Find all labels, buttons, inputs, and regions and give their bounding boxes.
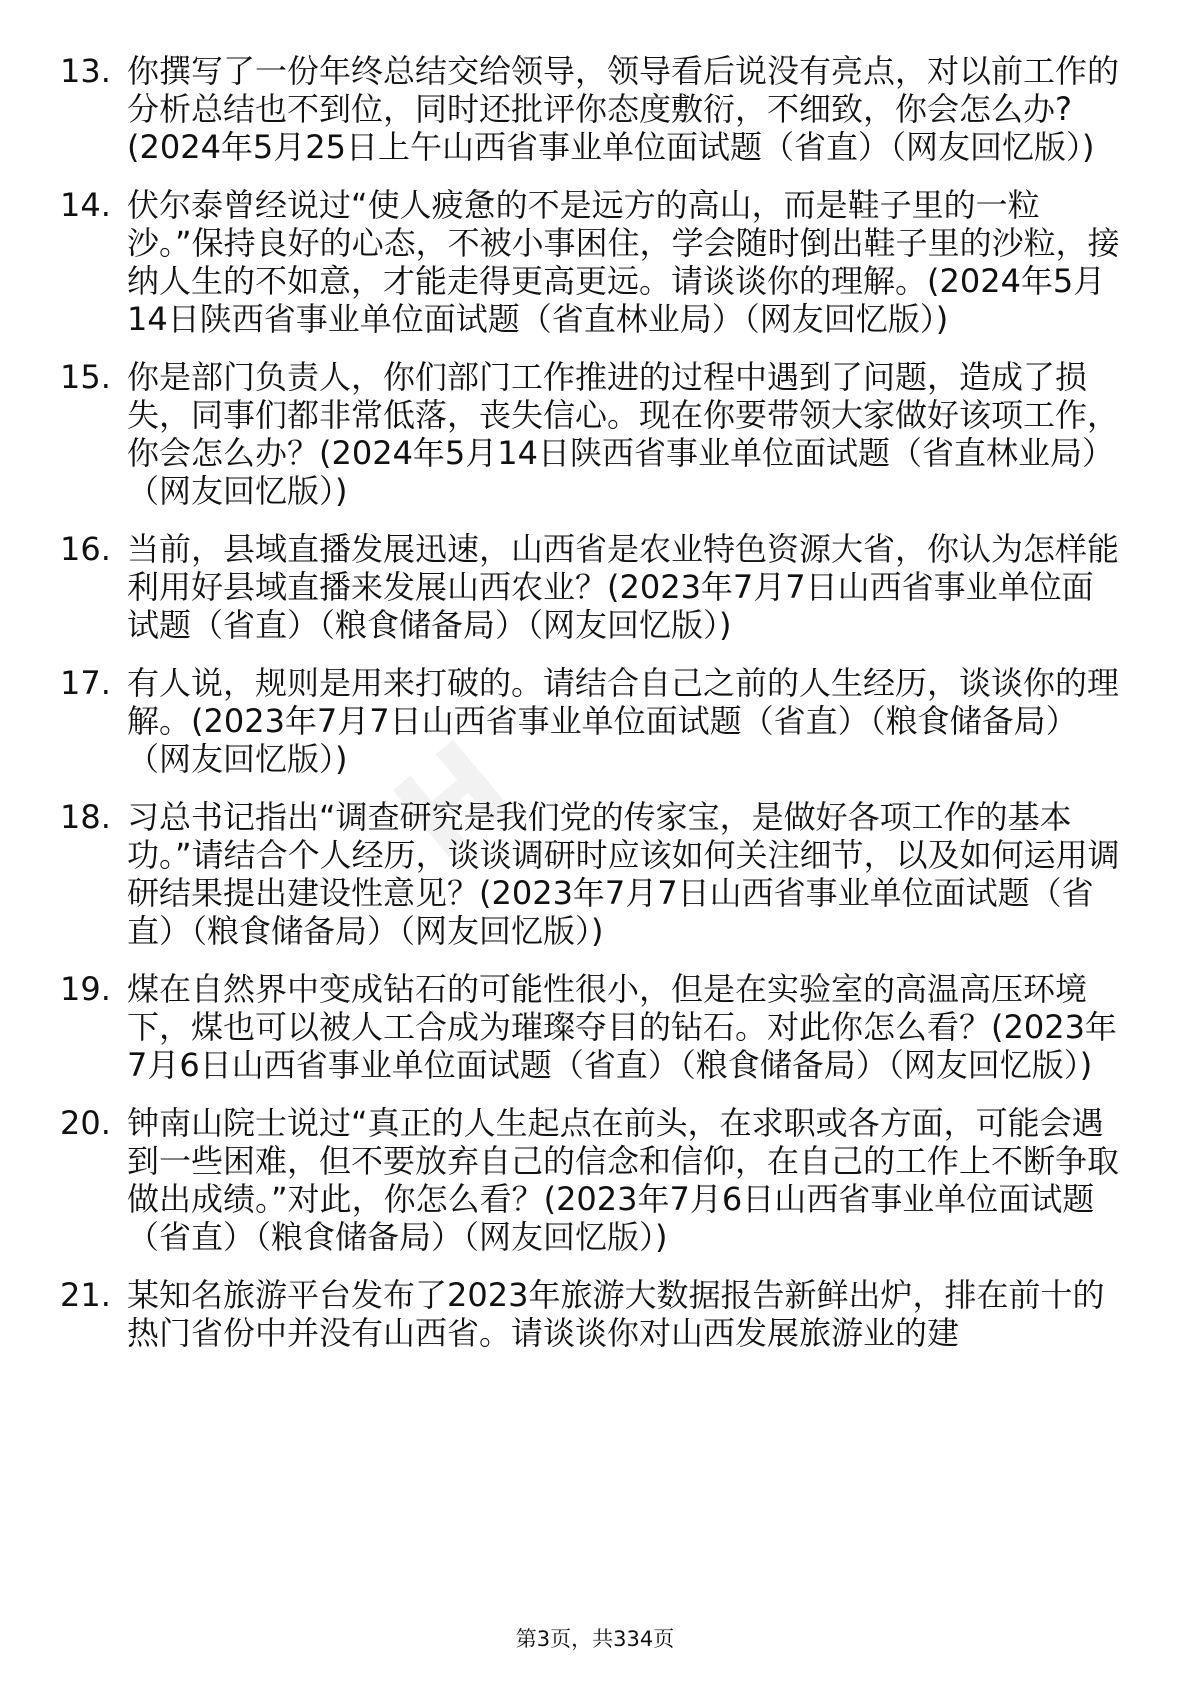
question-item bbox=[0, 186, 1190, 338]
question-item bbox=[0, 530, 1190, 644]
question-text: 煤在自然界中变成钻石的可能性很小，但是在实验室的高温高压环境下，煤也可以被人工合成为璀璨夺目的钻石。对此你怎么看？(2023年7月6日山西省事业单位面试题（省直）（粮食储备局）（网友回忆版）) bbox=[127, 970, 1117, 1084]
question-number: 18. bbox=[60, 798, 111, 836]
question-number: 14. bbox=[60, 186, 111, 224]
question-item bbox=[0, 798, 1190, 950]
question-number: 20. bbox=[60, 1104, 111, 1142]
question-number: 17. bbox=[60, 664, 111, 702]
question-item bbox=[0, 970, 1190, 1084]
page-footer: 第3页，共334页 bbox=[515, 1627, 675, 1651]
question-item bbox=[0, 358, 1190, 510]
question-text: 钟南山院士说过“真正的人生起点在前头，在求职或各方面，可能会遇到一些困难，但不要放弃自己的信念和信仰，在自己的工作上不断争取做出成绩。”对此，你怎么看？(2023年7月6日山西省事业单位面试题（省直）（粮食储备局）（网友回忆版）) bbox=[127, 1104, 1120, 1256]
question-item bbox=[0, 1276, 1190, 1352]
question-number: 16. bbox=[60, 530, 111, 568]
watermark: H bbox=[370, 709, 544, 887]
question-list bbox=[0, 52, 1190, 1372]
question-number: 19. bbox=[60, 970, 111, 1008]
question-number: 21. bbox=[60, 1276, 111, 1314]
question-text: 你是部门负责人，你们部门工作推进的过程中遇到了问题，造成了损失，同事们都非常低落，丧失信心。现在你要带领大家做好该项工作，你会怎么办？(2024年5月14日陕西省事业单位面试题（省直林业局）（网友回忆版）) bbox=[127, 358, 1120, 510]
question-item bbox=[0, 52, 1190, 166]
question-text: 伏尔泰曾经说过“使人疲惫的不是远方的高山，而是鞋子里的一粒沙。”保持良好的心态，不被小事困住，学会随时倒出鞋子里的沙粒，接纳人生的不如意，才能走得更高更远。请谈谈你的理解。(2024年5月14日陕西省事业单位面试题（省直林业局）（网友回忆版）) bbox=[127, 186, 1120, 338]
question-text: 当前，县域直播发展迅速，山西省是农业特色资源大省，你认为怎样能利用好县域直播来发展山西农业？(2023年7月7日山西省事业单位面试题（省直）（粮食储备局）（网友回忆版）) bbox=[127, 530, 1120, 644]
question-number: 15. bbox=[60, 358, 111, 396]
question-text: 某知名旅游平台发布了2023年旅游大数据报告新鲜出炉，排在前十的热门省份中并没有山西省。请谈谈你对山西发展旅游业的建 bbox=[127, 1276, 1105, 1352]
question-item bbox=[0, 664, 1190, 778]
question-number: 13. bbox=[60, 52, 111, 90]
question-text: 习总书记指出“调查研究是我们党的传家宝，是做好各项工作的基本功。”请结合个人经历，谈谈调研时应该如何关注细节，以及如何运用调研结果提出建设性意见？(2023年7月7日山西省事业单位面试题（省直）（粮食储备局）（网友回忆版）) bbox=[127, 798, 1120, 950]
question-item bbox=[0, 1104, 1190, 1256]
question-text: 你撰写了一份年终总结交给领导，领导看后说没有亮点，对以前工作的分析总结也不到位，同时还批评你态度敷衍，不细致，你会怎么办?(2024年5月25日上午山西省事业单位面试题（省直）（网友回忆版）) bbox=[127, 52, 1120, 166]
question-text: 有人说，规则是用来打破的。请结合自己之前的人生经历，谈谈你的理解。(2023年7月7日山西省事业单位面试题（省直）（粮食储备局）（网友回忆版）) bbox=[127, 664, 1120, 778]
